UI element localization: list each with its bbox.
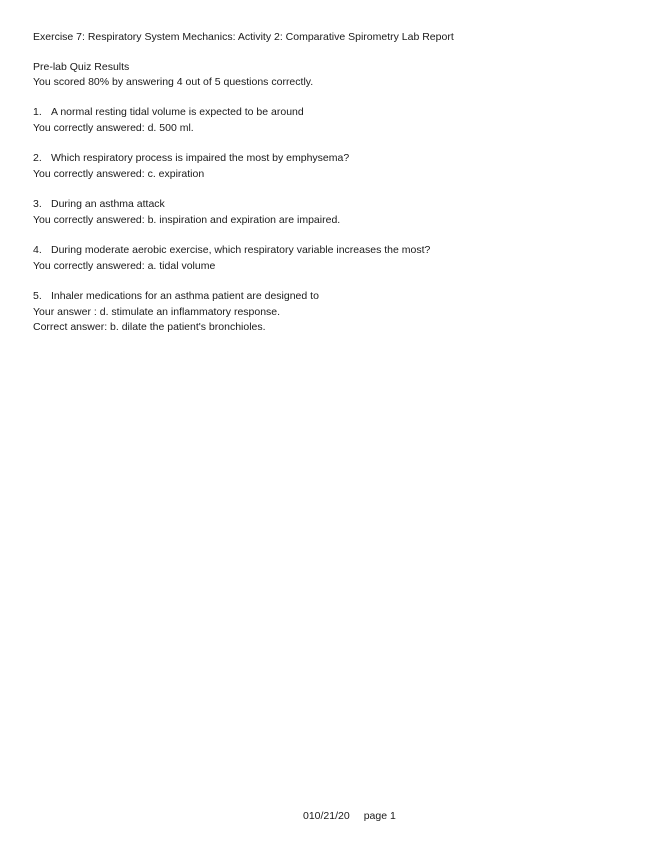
question-number: 4. — [33, 244, 42, 256]
question-text — [33, 105, 633, 121]
question-text — [33, 243, 633, 259]
question-prompt: Inhaler medications for an asthma patient are designed to — [51, 290, 319, 302]
quiz-summary: You scored 80% by answering 4 out of 5 questions correctly. — [33, 76, 314, 88]
document-title: Exercise 7: Respiratory System Mechanics: Activity 2: Comparative Spirometry Lab Report — [33, 31, 454, 43]
footer-page-number: page 1 — [363, 810, 396, 822]
question-prompt: A normal resting tidal volume is expected to be around — [51, 106, 304, 118]
question-answer: You correctly answered: b. inspiration and expiration are impaired. — [33, 213, 341, 226]
question-text — [33, 289, 633, 305]
question-5 — [33, 289, 633, 336]
question-number: 3. — [33, 198, 42, 210]
question-4 — [33, 243, 633, 274]
question-answer: You correctly answered: d. 500 ml. — [33, 121, 194, 134]
question-number: 1. — [33, 106, 42, 118]
question-answer: Your answer : d. stimulate an inflammatory response. — [33, 305, 281, 318]
question-prompt: During moderate aerobic exercise, which respiratory variable increases the most? — [51, 244, 431, 256]
question-1 — [33, 105, 633, 136]
question-number: 2. — [33, 152, 42, 164]
question-prompt: Which respiratory process is impaired the most by emphysema? — [51, 152, 350, 164]
question-text — [33, 151, 633, 167]
document-page — [33, 30, 633, 336]
question-number: 5. — [33, 290, 42, 302]
question-text — [33, 197, 633, 213]
question-2 — [33, 151, 633, 182]
question-correct-answer: Correct answer: b. dilate the patient's bronchioles. — [33, 321, 266, 333]
question-prompt: During an asthma attack — [51, 198, 165, 210]
footer-date: 010/21/20 — [303, 810, 350, 822]
quiz-heading: Pre-lab Quiz Results — [33, 61, 130, 73]
question-answer: You correctly answered: c. expiration — [33, 167, 205, 180]
question-3 — [33, 197, 633, 228]
question-answer: You correctly answered: a. tidal volume — [33, 259, 216, 272]
